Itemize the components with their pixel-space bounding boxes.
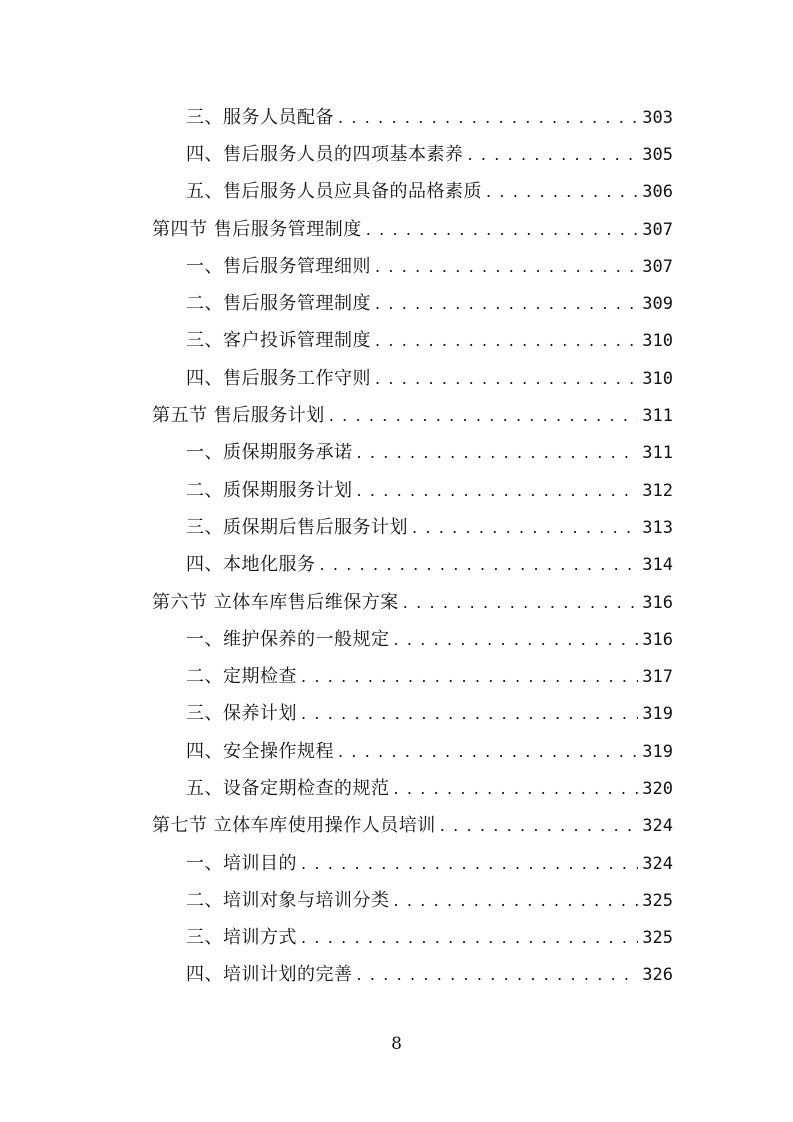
toc-entry[interactable] <box>186 957 673 994</box>
toc-section-entry[interactable] <box>152 397 673 434</box>
toc-entry[interactable] <box>186 174 673 211</box>
toc-entry-page: 319 <box>638 742 673 762</box>
toc-dot-leader <box>338 108 638 128</box>
toc-entry-title: 四、本地化服务 <box>186 555 320 575</box>
toc-entry-page: 305 <box>638 145 673 165</box>
toc-dot-leader <box>329 406 639 426</box>
toc-dot-leader <box>357 443 639 463</box>
toc-entry-page: 310 <box>638 331 673 351</box>
toc-entry-title: 五、售后服务人员应具备的品格素质 <box>186 182 486 202</box>
toc-entry-title: 二、售后服务管理制度 <box>186 294 375 314</box>
toc-entry-title: 三、保养计划 <box>186 704 301 724</box>
toc-entry-page: 307 <box>638 257 673 277</box>
toc-entry-title: 第七节 立体车库使用操作人员培训 <box>152 816 440 836</box>
toc-entry-title: 一、维护保养的一般规定 <box>186 630 394 650</box>
toc-dot-leader <box>375 331 638 351</box>
toc-entry-title: 第六节 立体车库售后维保方案 <box>152 593 403 613</box>
toc-entry-title: 三、客户投诉管理制度 <box>186 331 375 351</box>
toc-dot-leader <box>301 704 638 724</box>
toc-dot-leader <box>394 891 639 911</box>
toc-entry-title: 三、培训方式 <box>186 928 301 948</box>
toc-entry[interactable] <box>186 770 673 807</box>
toc-entry-title: 二、定期检查 <box>186 667 301 687</box>
toc-dot-leader <box>375 369 638 389</box>
toc-entry-title: 二、培训对象与培训分类 <box>186 891 394 911</box>
toc-entry[interactable] <box>186 696 673 733</box>
toc-entry[interactable] <box>186 472 673 509</box>
toc-entry[interactable] <box>186 435 673 472</box>
toc-dot-leader <box>366 220 639 240</box>
toc-entry-page: 314 <box>638 555 673 575</box>
toc-entry[interactable] <box>186 547 673 584</box>
toc-entry-page: 306 <box>638 182 673 202</box>
toc-dot-leader <box>394 779 639 799</box>
toc-entry-title: 五、设备定期检查的规范 <box>186 779 394 799</box>
toc-entry-title: 一、培训目的 <box>186 854 301 874</box>
toc-entry[interactable] <box>186 99 673 136</box>
toc-entry-page: 311 <box>638 443 673 463</box>
toc-dot-leader <box>320 555 639 575</box>
toc-entry-page: 317 <box>638 667 673 687</box>
toc-dot-leader <box>301 854 638 874</box>
toc-entry-page: 320 <box>638 779 673 799</box>
toc-entry-page: 312 <box>638 481 673 501</box>
page-number: 8 <box>391 1034 402 1054</box>
table-of-contents <box>0 99 793 994</box>
toc-entry[interactable] <box>186 285 673 322</box>
toc-entry-title: 第四节 售后服务管理制度 <box>152 220 366 240</box>
toc-dot-leader <box>301 928 638 948</box>
toc-section-entry[interactable] <box>152 584 673 621</box>
toc-entry-title: 四、售后服务工作守则 <box>186 369 375 389</box>
toc-dot-leader <box>403 593 639 613</box>
toc-entry-title: 四、安全操作规程 <box>186 742 338 762</box>
toc-entry-page: 319 <box>638 704 673 724</box>
toc-entry[interactable] <box>186 658 673 695</box>
toc-entry-title: 一、售后服务管理细则 <box>186 257 375 277</box>
toc-entry[interactable] <box>186 360 673 397</box>
toc-dot-leader <box>412 518 638 538</box>
toc-entry-title: 第五节 售后服务计划 <box>152 406 329 426</box>
toc-entry-page: 307 <box>638 220 673 240</box>
toc-dot-leader <box>375 294 638 314</box>
toc-entry[interactable] <box>186 845 673 882</box>
toc-section-entry[interactable] <box>152 808 673 845</box>
toc-entry-title: 一、质保期服务承诺 <box>186 443 357 463</box>
toc-entry[interactable] <box>186 136 673 173</box>
toc-entry-page: 316 <box>638 630 673 650</box>
toc-entry[interactable] <box>186 920 673 957</box>
toc-dot-leader <box>468 145 639 165</box>
toc-entry-page: 324 <box>638 854 673 874</box>
toc-entry-title: 三、质保期后售后服务计划 <box>186 518 412 538</box>
toc-entry-page: 326 <box>638 965 673 985</box>
toc-dot-leader <box>394 630 639 650</box>
toc-dot-leader <box>301 667 638 687</box>
toc-entry[interactable] <box>186 323 673 360</box>
toc-entry[interactable] <box>186 509 673 546</box>
toc-dot-leader <box>486 182 638 202</box>
toc-entry-page: 303 <box>638 108 673 128</box>
toc-entry-title: 四、培训计划的完善 <box>186 965 357 985</box>
toc-entry-page: 316 <box>638 593 673 613</box>
toc-section-entry[interactable] <box>152 211 673 248</box>
toc-entry-page: 324 <box>638 816 673 836</box>
toc-dot-leader <box>357 965 639 985</box>
toc-entry-page: 311 <box>638 406 673 426</box>
toc-entry-title: 二、质保期服务计划 <box>186 481 357 501</box>
toc-dot-leader <box>440 816 639 836</box>
toc-entry[interactable] <box>186 248 673 285</box>
toc-entry-page: 325 <box>638 891 673 911</box>
toc-entry-page: 325 <box>638 928 673 948</box>
toc-entry-page: 313 <box>638 518 673 538</box>
toc-entry-page: 310 <box>638 369 673 389</box>
toc-entry[interactable] <box>186 621 673 658</box>
toc-entry-page: 309 <box>638 294 673 314</box>
toc-entry[interactable] <box>186 882 673 919</box>
toc-entry-title: 三、服务人员配备 <box>186 108 338 128</box>
toc-dot-leader <box>375 257 638 277</box>
toc-entry[interactable] <box>186 733 673 770</box>
toc-entry-title: 四、售后服务人员的四项基本素养 <box>186 145 468 165</box>
toc-dot-leader <box>338 742 638 762</box>
toc-dot-leader <box>357 481 639 501</box>
